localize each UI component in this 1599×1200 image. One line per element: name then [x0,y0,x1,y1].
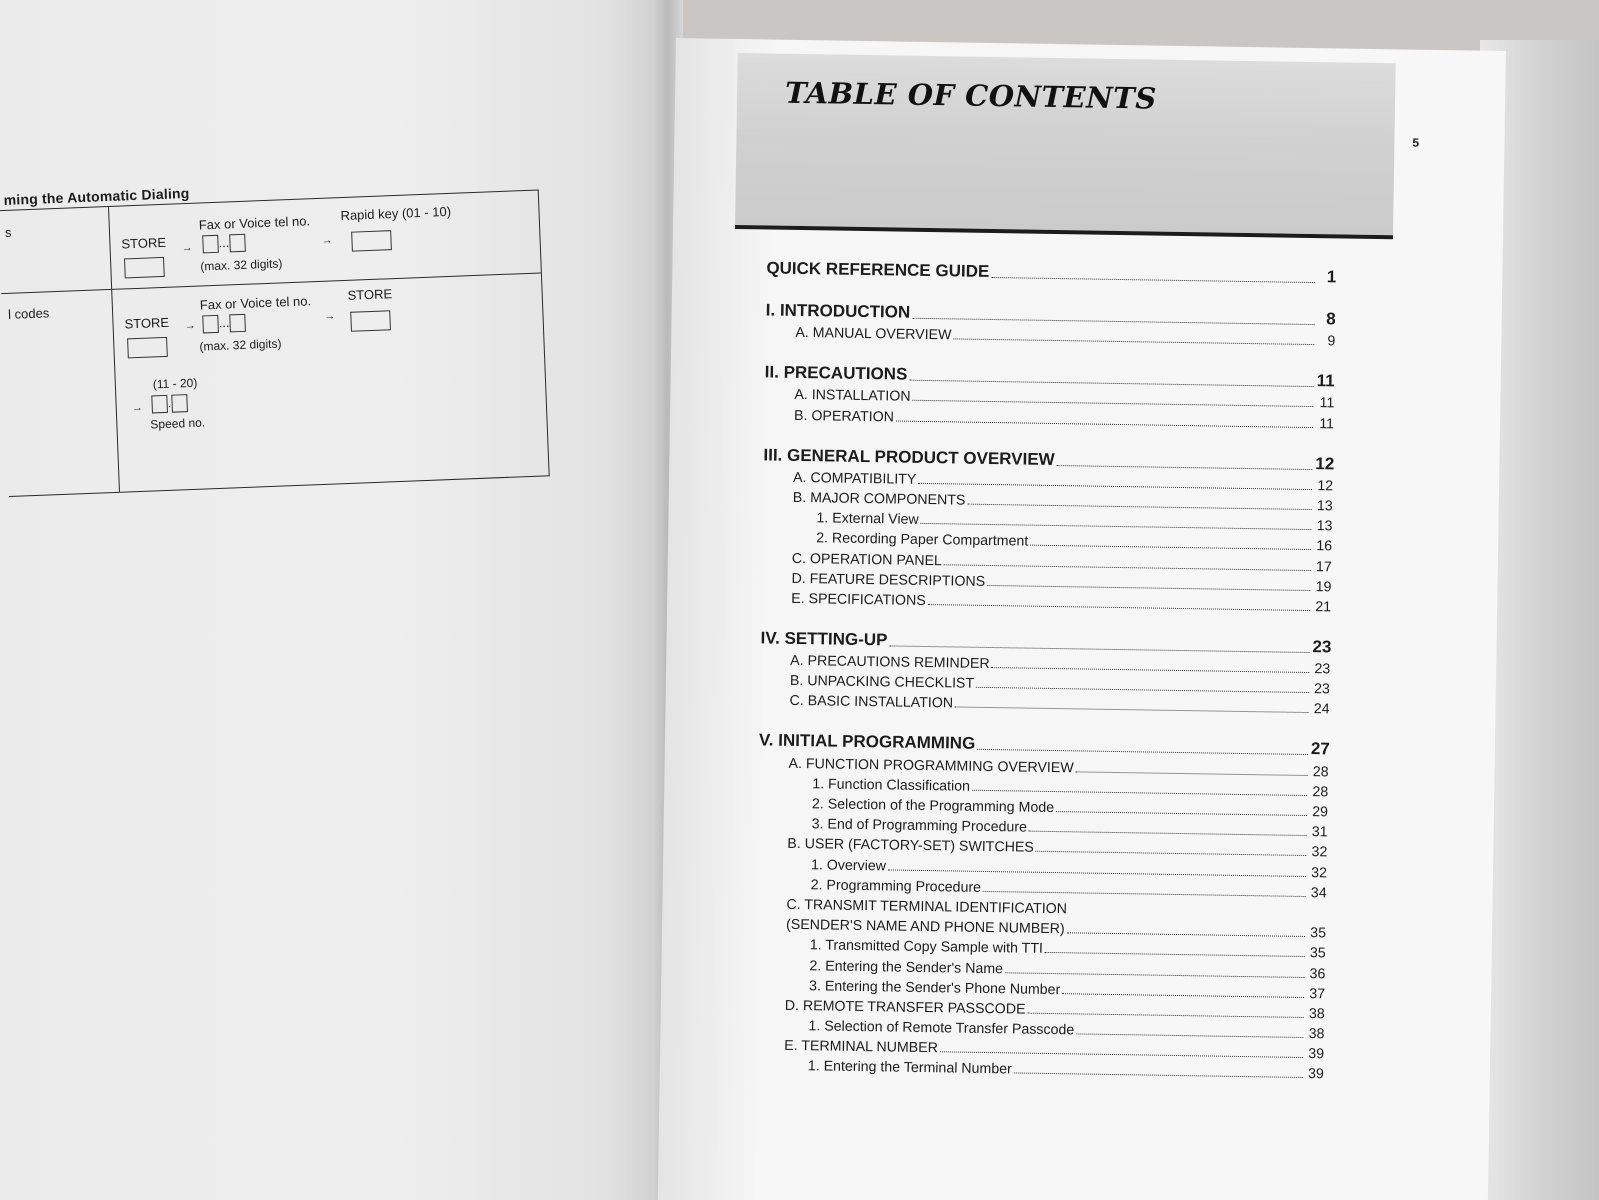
toc-section-row [766,252,1336,287]
arrow-icon: → [184,319,196,333]
toc-entry-page: 24 [1313,701,1330,718]
toc-entry-page: 21 [1315,598,1332,616]
row2-range: (11 - 20) [152,375,198,392]
toc-entry-page: 11 [1319,395,1335,412]
toc-entry-label: 3. Entering the Sender's Phone Number [809,977,1061,998]
toc-entry-label: 2. Recording Paper Compartment [816,530,1029,550]
toc-entry-label: C. TRANSMIT TERMINAL IDENTIFICATION [786,896,1068,918]
toc-entry-page: 27 [1310,739,1330,759]
toc-entry-page: 32 [1311,864,1328,881]
toc-entry-page: 39 [1308,1046,1325,1063]
dialing-table [0,189,550,497]
toc-entry-label: C. BASIC INSTALLATION [789,693,954,712]
toc-entry-label: I. INTRODUCTION [765,300,911,322]
toc-entry-label: A. MANUAL OVERVIEW [795,325,952,344]
table-divider-vertical [108,207,120,492]
store-key-icon [127,337,168,359]
left-page-heading: ming the Automatic Dialing [3,184,190,209]
table-divider-horizontal [1,272,541,294]
toc-leader-dots [955,707,1309,714]
toc-entry-label: 3. End of Programming Procedure [811,816,1028,836]
toc-entry-label: A. FUNCTION PROGRAMMING OVERVIEW [788,755,1074,776]
toc-entry-label: A. PRECAUTIONS REMINDER [790,652,990,673]
arrow-icon: → [181,241,193,255]
row1-digit-boxes [202,234,246,254]
toc-entry-page: 17 [1315,558,1332,575]
toc-entry-page: 12 [1317,477,1334,495]
toc-leader-dots [928,604,1310,611]
toc-entry-label: QUICK REFERENCE GUIDE [766,258,990,281]
toc-entry-label: C. OPERATION PANEL [791,550,943,569]
toc-entry-label: D. FEATURE DESCRIPTIONS [791,570,986,590]
toc-leader-dots [1036,851,1306,856]
toc-entry-label: 2. Selection of the Programming Mode [811,796,1055,817]
toc-entry-label: 1. Function Classification [812,776,971,795]
toc-entry-page: 37 [1309,985,1326,1002]
row1-store-label: STORE [121,234,167,252]
toc-leader-dots [1057,465,1313,470]
toc-entry-label: E. TERMINAL NUMBER [784,1038,939,1057]
toc-entry-page: 19 [1315,578,1332,596]
toc-entry-page: 13 [1316,498,1333,515]
toc-entry-page: 39 [1307,1066,1324,1083]
row2-label: l codes [7,305,50,322]
toc-entry-label: II. PRECAUTIONS [764,362,908,384]
toc-leader-dots [953,339,1314,346]
row2-speed-label: Speed no. [150,415,206,432]
toc-leader-dots [1076,771,1308,776]
ellipsis-text: ... [218,314,230,331]
rapid-key-icon [351,230,392,252]
row1-label: s [4,224,12,240]
ellipsis-text: ... [218,234,230,251]
row2-digit-boxes [202,314,246,334]
toc-leader-dots [991,277,1315,283]
toc-entry-page: 31 [1311,824,1328,841]
toc-entry-label: E. SPECIFICATIONS [791,590,926,609]
toc-leader-dots [1067,932,1305,937]
arrow-icon: → [324,310,336,323]
toc-entry-page: 35 [1309,945,1326,962]
page-number: 5 [1412,135,1420,150]
toc-entry-page: 23 [1313,681,1330,698]
toc-entry-page: 11 [1319,415,1335,432]
toc-entry-label: IV. SETTING-UP [760,628,888,650]
toc-leader-dots [1076,1033,1303,1038]
dot-text: . [167,395,172,411]
toc-entry-label: A. INSTALLATION [794,387,911,406]
toc-entry-page: 11 [1316,371,1335,391]
toc-entry-page: 28 [1312,763,1329,780]
toc-header-band [735,53,1396,239]
toc-entry-label: B. UNPACKING CHECKLIST [789,673,975,693]
toc-entry-label: 1. External View [816,510,919,528]
store-key-icon [124,257,165,279]
toc-entry-label: 1. Overview [810,856,887,874]
toc-leader-dots [1014,1073,1303,1079]
digit-box-icon [151,395,168,414]
row2-max-digits: (max. 32 digits) [199,336,282,354]
toc-entry-label: 2. Entering the Sender's Name [809,957,1004,977]
digit-box-icon [202,315,219,334]
toc-entry-label: 2. Programming Procedure [810,876,982,896]
toc-entry-label: 1. Entering the Terminal Number [807,1058,1012,1078]
toc-entry-page: 38 [1308,1026,1325,1043]
store-key-icon [350,310,391,332]
toc-entry-page: 13 [1316,518,1333,535]
toc-entry-page: 23 [1314,661,1331,678]
toc-entry-label: B. OPERATION [793,407,895,426]
toc-entry-label: A. COMPATIBILITY [792,469,917,488]
toc-entry-page: 36 [1309,965,1326,982]
toc-entry-label: (SENDER'S NAME AND PHONE NUMBER) [785,916,1065,938]
toc-entry-page: 1 [1326,267,1337,287]
toc-leader-dots [896,420,1313,428]
row2-store-label: STORE [124,314,170,332]
digit-box-icon [171,394,188,413]
toc-entry-page: 35 [1310,925,1327,942]
toc-leader-dots [1056,811,1307,816]
toc-entry-page: 8 [1326,309,1336,329]
row2-fax-label: Fax or Voice tel no. [199,293,312,313]
toc-entry-label: III. GENERAL PRODUCT OVERVIEW [763,444,1055,469]
toc-entry-page: 32 [1311,844,1328,861]
row1-fax-label: Fax or Voice tel no. [198,213,311,233]
toc-entry-page: 28 [1312,783,1329,801]
toc-list [754,252,1337,1082]
toc-leader-dots [1045,952,1305,957]
toc-entry-page: 34 [1310,884,1327,902]
toc-entry-page: 9 [1327,333,1336,350]
left-page [0,0,660,1200]
right-page [658,38,1506,1200]
toc-entry-page: 29 [1312,804,1329,821]
toc-leader-dots [1029,831,1307,836]
toc-entry-label: B. USER (FACTORY-SET) SWITCHES [787,836,1034,857]
toc-leader-dots [1062,993,1304,998]
toc-entry-label: 1. Selection of Remote Transfer Passcode [808,1018,1075,1039]
toc-entry-label: 1. Transmitted Copy Sample with TTI [809,937,1043,958]
toc-entry-page: 38 [1308,1005,1325,1023]
digit-box-icon [229,314,246,333]
toc-entry-label: V. INITIAL PROGRAMMING [758,730,976,754]
toc-entry-page: 16 [1316,538,1333,555]
toc-title: TABLE OF CONTENTS [784,75,1157,116]
arrow-icon: → [321,234,333,247]
digit-box-icon [229,234,246,253]
digit-box-icon [202,235,219,254]
toc-entry-page: 12 [1315,453,1335,473]
row1-rapid-key-label: Rapid key (01 - 10) [340,203,452,224]
toc-entry-label: D. REMOTE TRANSFER PASSCODE [784,997,1026,1018]
row2-speed-boxes [151,394,187,413]
arrow-icon: → [131,401,143,415]
toc-leader-dots [1030,545,1311,550]
toc-leader-dots [1027,1013,1303,1018]
toc-entry-page: 23 [1312,636,1332,657]
toc-entry-label: B. MAJOR COMPONENTS [792,489,966,509]
left-page-content [0,0,706,1199]
row1-max-digits: (max. 32 digits) [200,256,283,274]
row2-store2-label: STORE [347,286,393,303]
